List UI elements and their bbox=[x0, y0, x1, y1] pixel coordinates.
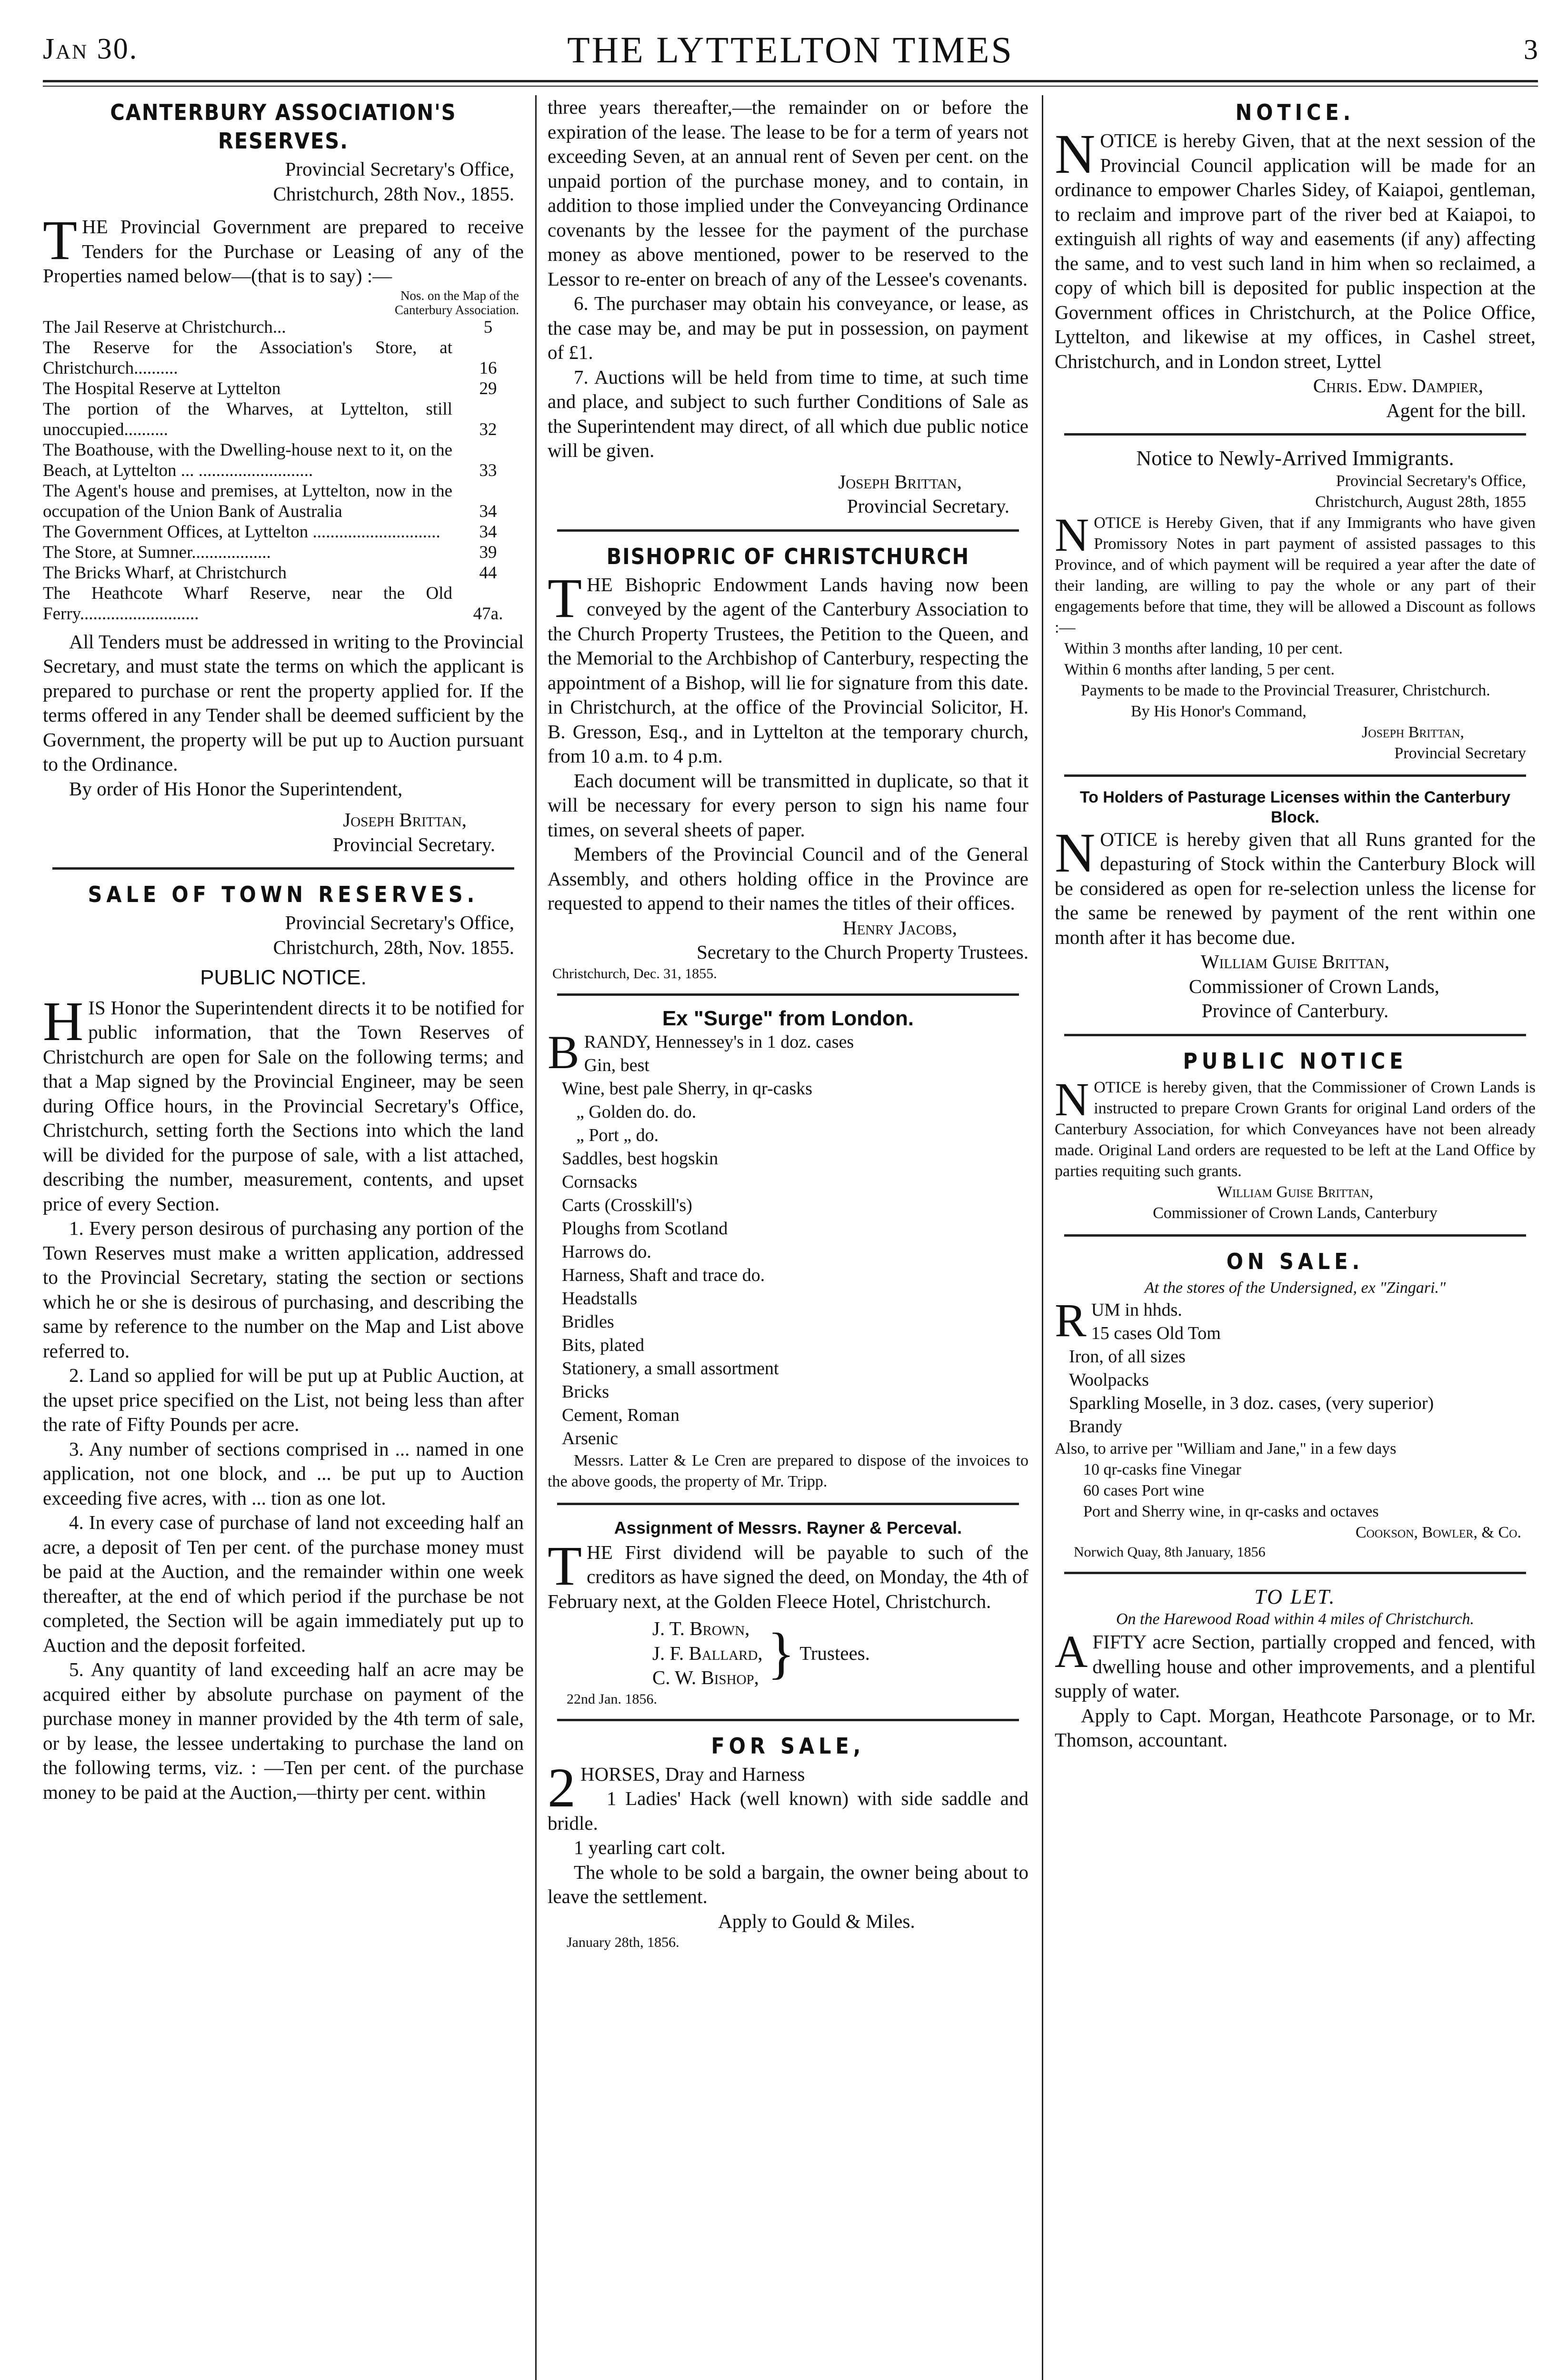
section-separator bbox=[557, 1503, 1019, 1505]
list-item: „ Golden do. do. bbox=[576, 1102, 697, 1122]
drop-cap: H bbox=[43, 990, 84, 1052]
sale-advert bbox=[43, 880, 524, 1805]
notice-text: NOTICE is hereby Given, that at the next session of the Provincial Council application will be made for an ordinance to empower Charles Sidey, of Kaiapoi, gentleman, to reclaim and improve part of the river bed at Kaiapoi, to extinguish all rights of way and easements (if any) affecting the same, and to vest such land in him when so reclaimed, a copy of which bill is deposited for public inspection at the Government offices in Christchurch, at the Police Office, Lyttelton, and likewise at my offices, in Cashel street, Christchurch, and in London street, Lyttel bbox=[1055, 123, 1536, 372]
forsale-line-3: 1 yearling cart colt. bbox=[574, 1836, 726, 1858]
surge-list bbox=[548, 1026, 1028, 1450]
signature-name: Cookson, Bowler, & Co. bbox=[1355, 1523, 1521, 1541]
reserves-advert bbox=[43, 98, 524, 857]
dateline: Norwich Quay, 8th January, 1856 bbox=[1074, 1544, 1266, 1560]
list-item: Iron, of all sizes bbox=[1069, 1346, 1186, 1367]
drop-cap: 2 bbox=[548, 1756, 576, 1819]
brace-icon: } bbox=[767, 1621, 795, 1685]
surge-advert bbox=[548, 1006, 1028, 1493]
notice-heading: NOTICE. bbox=[1235, 99, 1355, 125]
public-notice-text: NOTICE is hereby given, that the Commissioner of Crown Lands is instructed to prepare Crown Grants for original Land orders of the Canterbury Association, for which Conveyances have not been already made. Original Land orders are requested to be left at the Land Office by parties requiting such grants. bbox=[1055, 1072, 1536, 1180]
forsale-line-2: 1 Ladies' Hack (well known) with side saddle and bridle. bbox=[548, 1787, 1028, 1834]
reserves-table bbox=[43, 317, 524, 624]
forsale-heading: FOR SALE, bbox=[711, 1733, 865, 1759]
sale-term-3: 3. Any number of sections comprised in ... named in one application, not one block, and ... be put up to Auction exceeding five acres, with ... tion as one lot. bbox=[43, 1438, 524, 1509]
tolet-heading: TO LET. bbox=[1254, 1585, 1336, 1608]
notice-advert bbox=[1055, 98, 1536, 423]
table-row: The portion of the Wharves, at Lyttelton, still unoccupied.......... 32 bbox=[43, 399, 497, 439]
immigrants-office: Provincial Secretary's Office, bbox=[1336, 472, 1526, 490]
reserves-date: Christchurch, 28th Nov., 1855. bbox=[273, 182, 514, 205]
table-row: The Store, at Sumner.................. 39 bbox=[43, 542, 497, 562]
signature-title: Provincial Secretary bbox=[1394, 744, 1526, 762]
sale-term-1: 1. Every person desirous of purchasing any portion of the Town Reserves must make a written application, addressed to the Provincial Secretary, stating the section or sections which he or she is desirous of purchasing, and describing the same by reference to the number on the Map and List above referred to. bbox=[43, 1217, 524, 1362]
list-item: Wine, best pale Sherry, in qr-casks bbox=[562, 1079, 813, 1099]
masthead bbox=[43, 29, 1538, 76]
pasturage-heading: To Holders of Pasturage Licenses within the Canterbury Block. bbox=[1079, 788, 1511, 826]
list-item: Headstalls bbox=[562, 1289, 638, 1309]
list-item: Bridles bbox=[562, 1312, 614, 1332]
list-item: Saddles, best hogskin bbox=[562, 1149, 719, 1169]
signature-name: Joseph Brittan, bbox=[838, 470, 962, 493]
drop-cap: B bbox=[548, 1026, 579, 1079]
column-2 bbox=[548, 95, 1028, 1952]
sale-continued: three years thereafter,—the remainder on or before the expiration of the lease. The lease to be for a term of years not exceeding Seven, at an annual rent of Seven per cent. on the unpaid portion of the purchase money, and to contain, in addition to those implied under the Conveyancing Ordinance covenants by the lessee for the payment of the purchase money as above mentioned, power to be reserved to the Lessor to re-enter on breach of any of the Lessee's covenants. bbox=[548, 96, 1028, 290]
list-item: Ploughs from Scotland bbox=[562, 1219, 728, 1239]
trustee-name: J. F. Ballard, bbox=[652, 1642, 763, 1664]
bishopric-text: THE Bishopric Endowment Lands having now been conveyed by the agent of the Canterbury Association to the Church Property Trustees, the Petition to the Queen, and the Memorial to the Archbishop of Canterbury, respecting the appointment of a Bishop, will lie for signature from this date. in Christchurch, at the office of the Provincial Solicitor, H. B. Gresson, Esq., and in Lyttelton at the temporary church, from 10 a.m. to 4 p.m. bbox=[548, 566, 1028, 767]
discount-2: Within 6 months after landing, 5 per cent. bbox=[1064, 660, 1335, 678]
onsale-advert bbox=[1055, 1247, 1536, 1561]
list-item: Bricks bbox=[562, 1382, 609, 1402]
trustee-name: C. W. Bishop, bbox=[652, 1666, 759, 1688]
list-item: Arsenic bbox=[562, 1428, 619, 1448]
bishopric-text-2: Each document will be transmitted in duplicate, so that it will be necessary for every person to sign his name four times, on several sheets of paper. bbox=[548, 769, 1028, 841]
drop-cap: N bbox=[1055, 821, 1096, 884]
signature-title: Provincial Secretary. bbox=[332, 833, 495, 855]
table-row: The Jail Reserve at Christchurch... 5 bbox=[43, 317, 493, 337]
list-item: Cornsacks bbox=[562, 1172, 638, 1192]
section-separator bbox=[1064, 1034, 1526, 1036]
issue-date: Jan 30. bbox=[43, 33, 139, 65]
masthead-rule-thin bbox=[43, 86, 1538, 87]
bishopric-heading: BISHOPRIC OF CHRISTCHURCH bbox=[606, 543, 970, 569]
tolet-location: On the Harewood Road within 4 miles of Christchurch. bbox=[1116, 1610, 1475, 1628]
newspaper-title: THE LYTTELTON TIMES bbox=[567, 29, 1014, 70]
immigrants-text: NOTICE is Hereby Given, that if any Immigrants who have given Promissory Notes in part payment of assisted passages to this Province, and of which payment will be required a year after the date of their landing, are willing to pay the whole or any part of their engagements before that time, they will be allowed a Discount as follows :— bbox=[1055, 508, 1536, 636]
immigrants-payment: Payments to be made to the Provincial Treasurer, Christchurch. bbox=[1081, 681, 1490, 699]
section-separator bbox=[557, 529, 1019, 532]
assignment-text: THE First dividend will be payable to such of the creditors as have signed the deed, on Monday, the 4th of February next, at the Golden Fleece Hotel, Christchurch. bbox=[548, 1534, 1028, 1612]
tolet-advert bbox=[1055, 1585, 1536, 1753]
list-item: Stationery, a small assortment bbox=[562, 1359, 779, 1378]
map-note: Nos. on the Map of the Canterbury Association. bbox=[395, 288, 519, 317]
tolet-apply: Apply to Capt. Morgan, Heathcote Parsonage, or to Mr. Thomson, accountant. bbox=[1055, 1704, 1536, 1751]
reserves-office: Provincial Secretary's Office, bbox=[285, 158, 514, 180]
bishopric-advert bbox=[548, 542, 1028, 983]
list-item: Harness, Shaft and trace do. bbox=[562, 1265, 765, 1285]
table-row: The Government Offices, at Lyttelton ............................. 34 bbox=[43, 522, 497, 542]
table-row: The Agent's house and premises, at Lyttelton, now in the occupation of the Union Bank of Australia 34 bbox=[43, 481, 497, 521]
reserves-intro: THE Provincial Government are prepared to receive Tenders for the Purchase or Leasing of any of the Properties named below—(that is to say) :— bbox=[43, 209, 524, 287]
sale-date: Christchurch, 28th, Nov. 1855. bbox=[273, 936, 514, 958]
signature-name: Chris. Edw. Dampier, bbox=[1313, 375, 1483, 397]
sale-term-2: 2. Land so applied for will be put up at Public Auction, at the upset price specified on the List, not being less than after the rate of Fifty Pounds per acre. bbox=[43, 1364, 524, 1435]
immigrants-date: Christchurch, August 28th, 1855 bbox=[1315, 493, 1526, 511]
section-separator bbox=[1064, 433, 1526, 436]
table-row: The Reserve for the Association's Store, at Christchurch.......... 16 bbox=[43, 337, 497, 378]
list-item: 10 qr-casks fine Vinegar bbox=[1083, 1460, 1241, 1478]
table-row: The Bricks Wharf, at Christchurch 44 bbox=[43, 563, 497, 583]
signature-name: William Guise Brittan, bbox=[1200, 951, 1390, 972]
dateline: 22nd Jan. 1856. bbox=[567, 1691, 657, 1707]
list-item: UM in hhds. bbox=[1091, 1299, 1182, 1320]
public-notice-heading: PUBLIC NOTICE bbox=[1183, 1048, 1407, 1074]
signature-place: Province of Canterbury. bbox=[1201, 1000, 1389, 1021]
trustee-name: J. T. Brown, bbox=[652, 1617, 750, 1639]
sale-term-5: 5. Any quantity of land exceeding half an acre may be acquired either by absolute purchase on payment of the purchase money in manner provided by the 4th term of sale, or by lease, the lessee undertaking to purchase the land on the following terms, viz. : —Ten per cent. of the purchase money to be paid at the Auction,—thirty per cent. within bbox=[43, 1658, 524, 1803]
page-number: 3 bbox=[1524, 34, 1538, 65]
signature-title: Commissioner of Crown Lands, bbox=[1188, 975, 1440, 997]
list-item: Cement, Roman bbox=[562, 1405, 679, 1425]
drop-cap: N bbox=[1055, 508, 1089, 561]
trustees-block bbox=[652, 1616, 1028, 1690]
immigrants-advert bbox=[1055, 446, 1536, 764]
trustees-label: Trustees. bbox=[799, 1642, 870, 1664]
section-separator bbox=[557, 993, 1019, 996]
bishopric-text-3: Members of the Provincial Council and of the General Assembly, and others holding office in the Province are requested to append to their names the titles of their offices. bbox=[548, 843, 1028, 914]
sale-term-7: 7. Auctions will be held from time to time, at such time and place, and subject to such further Conditions of Sale as the Superintendent may direct, of all which due public notice will be given. bbox=[548, 366, 1028, 461]
surge-heading: Ex "Surge" from London. bbox=[662, 1006, 914, 1030]
signature-title: Secretary to the Church Property Trustees. bbox=[697, 941, 1028, 963]
drop-cap: T bbox=[548, 1534, 582, 1597]
list-item: Woolpacks bbox=[1069, 1369, 1149, 1390]
list-item: Carts (Crosskill's) bbox=[562, 1195, 692, 1215]
reserves-heading: CANTERBURY ASSOCIATION'S RESERVES. bbox=[110, 99, 457, 154]
list-item: 60 cases Port wine bbox=[1083, 1481, 1205, 1499]
discount-1: Within 3 months after landing, 10 per cent. bbox=[1064, 639, 1343, 657]
list-item: Bits, plated bbox=[562, 1335, 645, 1355]
forsale-apply: Apply to Gould & Miles. bbox=[718, 1910, 915, 1932]
sale-term-6: 6. The purchaser may obtain his conveyance, or lease, as the case may be, and may be put in possession, on payment of £1. bbox=[548, 292, 1028, 363]
reserves-order: By order of His Honor the Superintendent, bbox=[69, 777, 403, 800]
sale-office: Provincial Secretary's Office, bbox=[285, 912, 514, 933]
reserves-tender-text: All Tenders must be addressed in writing to the Provincial Secretary, and must state the terms on which the applicant is prepared to purchase or rent the property applied for. If the terms offered in any Tender shall be deemed sufficient by the Government, the property will be put up to Auction pursuant to the Ordinance. bbox=[43, 630, 524, 775]
section-separator bbox=[1064, 774, 1526, 777]
signature-title: Agent for the bill. bbox=[1386, 399, 1526, 421]
list-item: Port and Sherry wine, in qr-casks and octaves bbox=[1083, 1502, 1379, 1520]
section-separator bbox=[557, 1719, 1019, 1721]
assignment-heading: Assignment of Messrs. Rayner & Perceval. bbox=[614, 1518, 962, 1537]
public-notice-advert bbox=[1055, 1047, 1536, 1224]
signature-name: Henry Jacobs, bbox=[842, 916, 957, 939]
onsale-also: Also, to arrive per "William and Jane," in a few days bbox=[1055, 1439, 1397, 1458]
section-separator bbox=[1064, 1234, 1526, 1237]
immigrants-heading: Notice to Newly-Arrived Immigrants. bbox=[1136, 446, 1454, 470]
tolet-text: AFIFTY acre Section, partially cropped and fenced, with dwelling house and other improvements, and a plentiful supply of water. bbox=[1055, 1626, 1536, 1702]
pasturage-advert bbox=[1055, 787, 1536, 1023]
list-item: „ Port „ do. bbox=[576, 1125, 659, 1145]
pasturage-text: NOTICE is hereby given that all Runs granted for the depasturing of Stock within the Canterbury Block will be considered as open for re-selection unless the license for the same be renewed by payment of the rent within one month after it has become due. bbox=[1055, 821, 1536, 948]
list-item: Gin, best bbox=[584, 1055, 649, 1075]
column-3 bbox=[1055, 95, 1536, 1753]
forsale-advert bbox=[548, 1732, 1028, 1952]
list-item: Brandy bbox=[1069, 1416, 1122, 1437]
drop-cap: T bbox=[548, 566, 582, 629]
section-separator bbox=[1064, 1572, 1526, 1574]
table-row: The Heathcote Wharf Reserve, near the Old Ferry........................... 47a. bbox=[43, 583, 503, 624]
forsale-text: The whole to be sold a bargain, the owner being about to leave the settlement. bbox=[548, 1861, 1028, 1907]
dateline: January 28th, 1856. bbox=[567, 1934, 679, 1950]
column-1 bbox=[43, 95, 524, 1805]
drop-cap: N bbox=[1055, 123, 1096, 185]
onsale-list bbox=[1055, 1293, 1536, 1438]
drop-cap: A bbox=[1055, 1626, 1088, 1677]
signature-name: William Guise Brittan, bbox=[1217, 1183, 1374, 1201]
immigrants-command: By His Honor's Command, bbox=[1131, 702, 1307, 720]
assignment-advert bbox=[548, 1516, 1028, 1708]
sale-heading: SALE OF TOWN RESERVES. bbox=[88, 882, 479, 907]
list-item: 15 cases Old Tom bbox=[1091, 1323, 1221, 1343]
signature-title: Provincial Secretary. bbox=[847, 495, 1009, 517]
table-row: The Boathouse, with the Dwelling-house next to it, on the Beach, at Lyttelton ... .......................... 33 bbox=[43, 440, 497, 480]
sale-term-4: 4. In every case of purchase of land not exceeding half an acre, a deposit of Ten per cent. of the purchase money must be paid at the Auction, and the remainder within one week thereafter, at the end of which period if the purchase be not completed, the Section will be again immediately put up to Auction and the deposit forfeited. bbox=[43, 1511, 524, 1656]
column-divider-1 bbox=[535, 95, 537, 2380]
sale-intro: HIS Honor the Superintendent directs it to be notified for public information, that the Town Reserves of Christchurch are open for Sale on the following terms; and that a Map signed by the Provincial Engineer, may be seen during Office hours, in the Provincial Secretary's Office, Christchurch, setting forth the Sections into which the land will be divided for the purpose of sale, with a list attached, describing the number, measurement, contents, and upset price of every Section. bbox=[43, 990, 524, 1215]
masthead-rule bbox=[43, 80, 1538, 82]
table-row: The Hospital Reserve at Lyttelton 29 bbox=[43, 378, 497, 398]
column-divider-2 bbox=[1042, 95, 1043, 2380]
signature-title: Commissioner of Crown Lands, Canterbury bbox=[1153, 1204, 1437, 1222]
drop-cap: N bbox=[1055, 1072, 1089, 1126]
onsale-intro: At the stores of the Undersigned, ex "Zingari." bbox=[1144, 1279, 1446, 1297]
dateline: Christchurch, Dec. 31, 1855. bbox=[552, 965, 717, 982]
signature-name: Joseph Brittan, bbox=[1362, 723, 1464, 741]
sale-notice-title: PUBLIC NOTICE. bbox=[200, 966, 367, 989]
drop-cap: T bbox=[43, 209, 78, 271]
list-item: Sparkling Moselle, in 3 doz. cases, (very superior) bbox=[1069, 1393, 1434, 1413]
list-item: RANDY, Hennessey's in 1 doz. cases bbox=[584, 1032, 854, 1052]
signature-name: Joseph Brittan, bbox=[343, 809, 467, 831]
forsale-line-1: 2 HORSES, Dray and Harness bbox=[548, 1756, 805, 1819]
drop-cap: R bbox=[1055, 1293, 1087, 1347]
onsale-heading: ON SALE. bbox=[1226, 1248, 1364, 1274]
list-item: Harrows do. bbox=[562, 1242, 651, 1262]
section-separator bbox=[52, 867, 514, 870]
surge-footer: Messrs. Latter & Le Cren are prepared to dispose of the invoices to the above goods, the property of Mr. Tripp. bbox=[548, 1452, 1028, 1490]
